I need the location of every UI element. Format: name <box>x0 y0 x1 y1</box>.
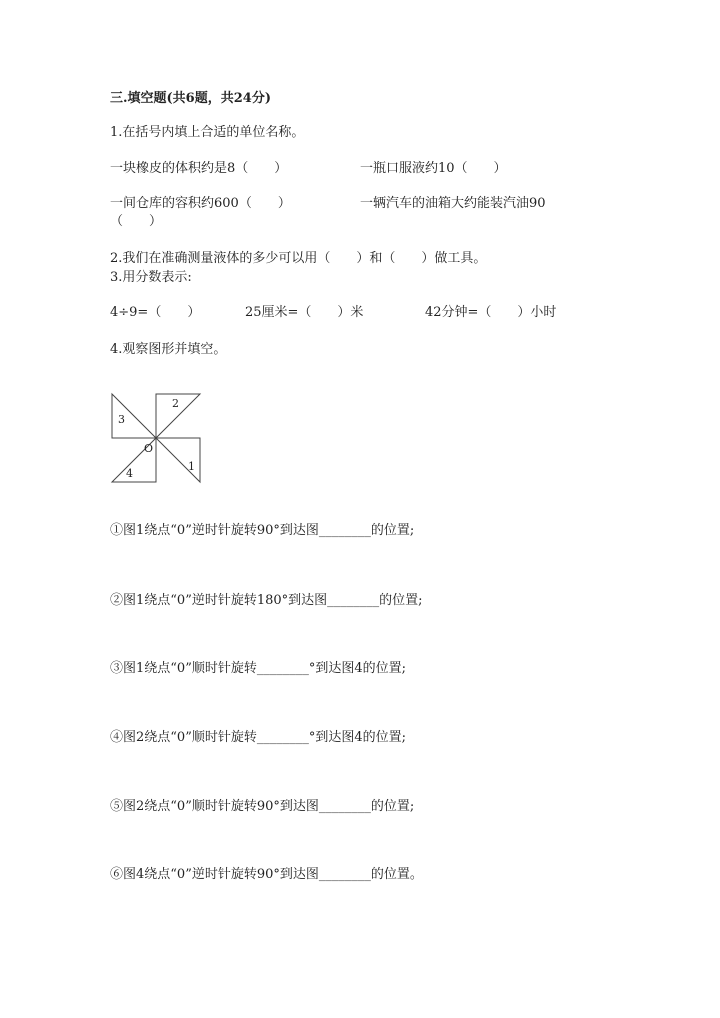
question-1-title: 1.在括号内填上合适的单位名称。 <box>110 125 305 140</box>
triangle-3-label: 3 <box>118 413 125 426</box>
question-4-item-5: ⑤图2绕点“0”顺时针旋转90°到达图________的位置; <box>110 799 415 814</box>
triangle-4-label: 4 <box>126 467 133 480</box>
question-1-item-oral-liquid: 一瓶口服液约10（ ） <box>360 161 507 176</box>
question-3-item-minutes: 42分钟=（ ）小时 <box>425 305 557 320</box>
center-label-o: O <box>144 442 154 455</box>
question-4-item-3: ③图1绕点“0”顺时针旋转________°到达图4的位置; <box>110 661 406 676</box>
question-3-item-centimeter: 25厘米=（ ）米 <box>245 305 364 320</box>
question-1-item-warehouse: 一间仓库的容积约600（ ） <box>110 196 291 211</box>
pinwheel-figure <box>108 390 208 485</box>
question-4-item-4: ④图2绕点“0”顺时针旋转________°到达图4的位置; <box>110 730 406 745</box>
question-4-item-6: ⑥图4绕点“0”逆时针旋转90°到达图________的位置。 <box>110 867 423 882</box>
section-title: 三.填空题(共6题，共24分) <box>110 91 271 106</box>
question-1-item-fuel-tank: 一辆汽车的油箱大约能装汽油90 <box>360 196 546 211</box>
triangle-1-label: 1 <box>188 460 195 473</box>
question-2-text: 2.我们在准确测量液体的多少可以用（ ）和（ ）做工具。 <box>110 251 487 266</box>
question-3-item-division: 4÷9=（ ） <box>110 305 201 320</box>
question-4-item-1: ①图1绕点“0”逆时针旋转90°到达图________的位置; <box>110 523 415 538</box>
question-4-item-2: ②图1绕点“0”逆时针旋转180°到达图________的位置; <box>110 593 423 608</box>
triangle-2-label: 2 <box>172 397 179 410</box>
question-3-title: 3.用分数表示: <box>110 270 192 285</box>
question-4-title: 4.观察图形并填空。 <box>110 342 227 357</box>
question-1-item-fuel-tank-blank: （ ） <box>110 214 163 229</box>
question-1-item-eraser: 一块橡皮的体积约是8（ ） <box>110 161 288 176</box>
